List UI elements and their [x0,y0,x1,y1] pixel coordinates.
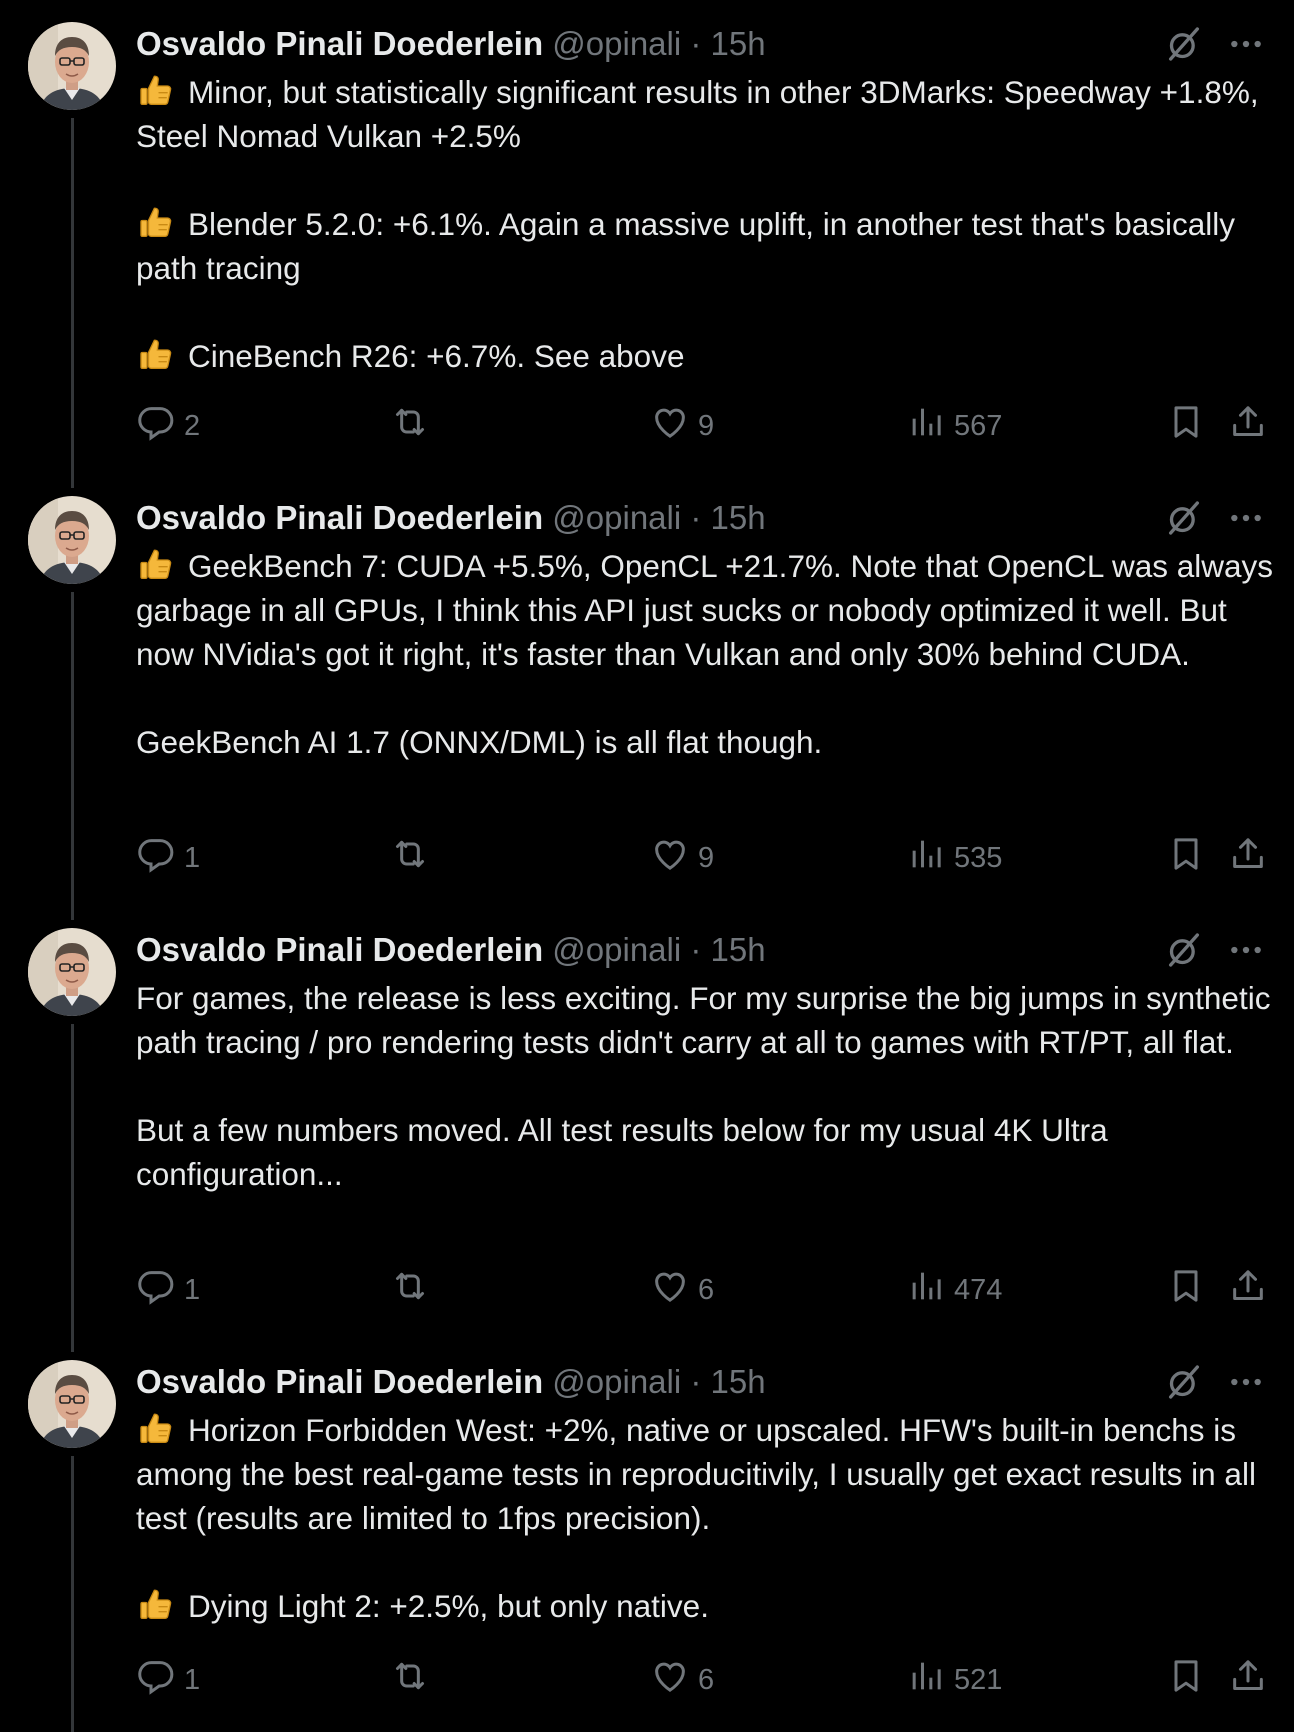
avatar[interactable] [28,1360,116,1448]
more-icon[interactable] [1226,498,1266,538]
thumbs-up-emoji [136,335,176,375]
thumbs-up-emoji [136,1409,176,1449]
heart-icon [650,1266,690,1314]
share-button[interactable] [1228,1268,1268,1312]
grok-icon[interactable] [1164,930,1204,970]
retweet-icon [390,1266,430,1314]
timestamp[interactable]: 15h [710,1363,766,1400]
retweet-icon [390,1656,430,1704]
paragraph-text: Blender 5.2.0: +6.1%. Again a massive uplift, in another test that's basically path tracing [136,206,1235,286]
grok-icon[interactable] [1164,24,1204,64]
paragraph-text: But a few numbers moved. All test results below for my usual 4K Ultra configuration... [136,1112,1108,1192]
tweet-paragraph [136,1584,1276,1628]
tweet-header [136,24,1276,64]
paragraph-text: Horizon Forbidden West: +2%, native or upscaled. HFW's built-in benchs is among the best real-game tests in reproducitivily, I usually get exact results in all test (results are limited to 1fps precision). [136,1412,1256,1536]
reply-button[interactable] [136,1658,200,1702]
action-bar [136,836,1276,880]
like-count: 6 [698,1273,715,1306]
more-icon[interactable] [1226,24,1266,64]
tweet-text [136,544,1276,764]
share-icon [1228,834,1268,882]
tweet-paragraph [136,334,1276,378]
view-count: 474 [954,1273,1003,1306]
reply-button[interactable] [136,404,200,448]
more-icon[interactable] [1226,1362,1266,1402]
tweet[interactable] [0,474,1294,906]
thumbs-up-emoji [136,545,176,585]
thumbs-up-emoji [136,203,176,243]
tweet-header [136,498,1276,538]
tweet-text [136,976,1276,1196]
like-button[interactable] [650,1268,714,1312]
tweet-paragraph [136,70,1276,158]
author-name[interactable]: Osvaldo Pinali Doederlein [136,931,544,968]
heart-icon [650,1656,690,1704]
tweet[interactable] [0,1338,1294,1732]
bookmark-icon [1166,402,1206,450]
avatar[interactable] [28,22,116,110]
thread-connector-line [71,118,74,488]
reply-icon [136,834,176,882]
views-icon [906,1266,946,1314]
tweet-paragraph [136,1108,1276,1196]
thumbs-up-emoji [136,71,176,111]
tweet[interactable] [0,906,1294,1338]
share-icon [1228,1656,1268,1704]
view-count: 535 [954,841,1003,874]
separator-dot: · [690,1363,702,1400]
like-button[interactable] [650,404,714,448]
separator-dot: · [690,25,702,62]
tweet-paragraph [136,544,1276,676]
action-bar [136,1268,1276,1312]
author-handle[interactable]: @opinali [552,1363,682,1400]
retweet-button[interactable] [390,836,438,880]
views-button[interactable] [906,836,1002,880]
bookmark-button[interactable] [1166,404,1206,448]
separator-dot: · [690,931,702,968]
grok-icon[interactable] [1164,1362,1204,1402]
retweet-button[interactable] [390,1658,438,1702]
heart-icon [650,834,690,882]
tweet-paragraph [136,720,1276,764]
thread-connector-line [71,1024,74,1352]
share-button[interactable] [1228,1658,1268,1702]
view-count: 567 [954,409,1003,442]
tweet-header [136,930,1276,970]
timestamp[interactable]: 15h [710,25,766,62]
tweet-text [136,1408,1276,1628]
reply-icon [136,402,176,450]
action-bar [136,1658,1276,1702]
tweet-paragraph [136,202,1276,290]
bookmark-button[interactable] [1166,836,1206,880]
action-bar [136,404,1276,448]
tweet[interactable] [0,0,1294,474]
paragraph-text: GeekBench 7: CUDA +5.5%, OpenCL +21.7%. Note that OpenCL was always garbage in all GPUs, I think this API just sucks or nobody optimized it well. But now NVidia's got it right, it's faster than Vulkan and only 30% behind CUDA. [136,548,1274,672]
avatar[interactable] [28,928,116,1016]
bookmark-icon [1166,1656,1206,1704]
paragraph-text: Dying Light 2: +2.5%, but only native. [188,1588,709,1624]
retweet-icon [390,402,430,450]
thread-connector-line [71,1456,74,1732]
views-icon [906,402,946,450]
reply-button[interactable] [136,1268,200,1312]
author-handle[interactable]: @opinali [552,25,682,62]
reply-count: 1 [184,841,201,874]
like-count: 9 [698,841,715,874]
tweet-header [136,1362,1276,1402]
author-handle[interactable]: @opinali [552,499,682,536]
tweet-paragraph [136,1408,1276,1540]
thread-connector-line [71,592,74,920]
reply-icon [136,1266,176,1314]
reply-count: 2 [184,409,201,442]
reply-count: 1 [184,1273,201,1306]
views-button[interactable] [906,1658,1002,1702]
like-count: 9 [698,409,715,442]
reply-count: 1 [184,1663,201,1696]
bookmark-button[interactable] [1166,1268,1206,1312]
timestamp[interactable]: 15h [710,931,766,968]
avatar[interactable] [28,496,116,584]
reply-icon [136,1656,176,1704]
share-button[interactable] [1228,404,1268,448]
author-name[interactable]: Osvaldo Pinali Doederlein [136,25,544,62]
share-icon [1228,402,1268,450]
tweet-paragraph [136,976,1276,1064]
paragraph-text: GeekBench AI 1.7 (ONNX/DML) is all flat though. [136,724,823,760]
tweet-text [136,70,1276,378]
like-button[interactable] [650,1658,714,1702]
bookmark-icon [1166,1266,1206,1314]
views-button[interactable] [906,404,1002,448]
author-name[interactable]: Osvaldo Pinali Doederlein [136,499,544,536]
timestamp[interactable]: 15h [710,499,766,536]
share-button[interactable] [1228,836,1268,880]
view-count: 521 [954,1663,1003,1696]
separator-dot: · [690,499,702,536]
views-button[interactable] [906,1268,1002,1312]
author-name[interactable]: Osvaldo Pinali Doederlein [136,1363,544,1400]
views-icon [906,1656,946,1704]
bookmark-icon [1166,834,1206,882]
author-handle[interactable]: @opinali [552,931,682,968]
reply-button[interactable] [136,836,200,880]
more-icon[interactable] [1226,930,1266,970]
paragraph-text: For games, the release is less exciting. For my surprise the big jumps in synthetic path tracing / pro rendering tests didn't carry at all to games with RT/PT, all flat. [136,980,1271,1060]
retweet-button[interactable] [390,1268,438,1312]
retweet-icon [390,834,430,882]
thumbs-up-emoji [136,1585,176,1625]
paragraph-text: CineBench R26: +6.7%. See above [188,338,685,374]
share-icon [1228,1266,1268,1314]
paragraph-text: Minor, but statistically significant results in other 3DMarks: Speedway +1.8%, Steel Nomad Vulkan +2.5% [136,74,1259,154]
bookmark-button[interactable] [1166,1658,1206,1702]
heart-icon [650,402,690,450]
like-count: 6 [698,1663,715,1696]
views-icon [906,834,946,882]
retweet-button[interactable] [390,404,438,448]
grok-icon[interactable] [1164,498,1204,538]
like-button[interactable] [650,836,714,880]
